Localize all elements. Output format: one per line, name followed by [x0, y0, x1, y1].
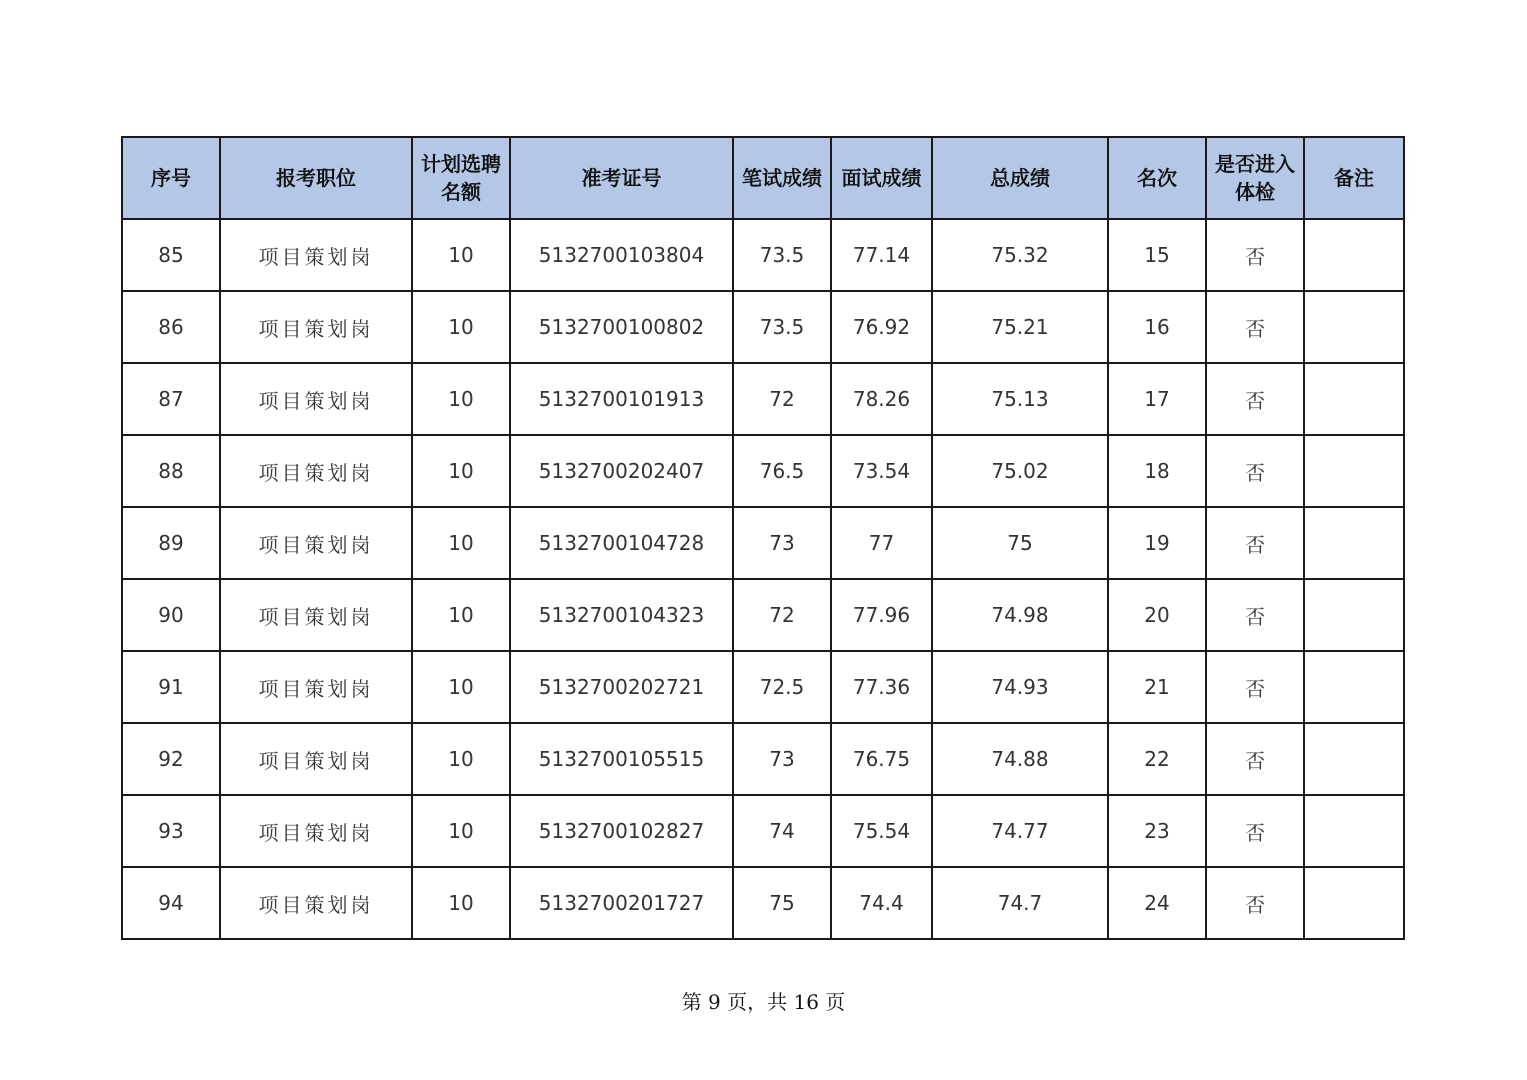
cell-col-physical: 否: [1206, 867, 1304, 939]
cell-col-written: 76.5: [733, 435, 831, 507]
table-row: [122, 867, 1404, 939]
header-label: 计划选聘: [421, 152, 501, 176]
header-label: 备注: [1334, 166, 1374, 190]
cell-col-rank: 24: [1108, 867, 1206, 939]
cell-col-physical: 否: [1206, 435, 1304, 507]
cell-col-physical: 否: [1206, 723, 1304, 795]
cell-col-ticket: 5132700105515: [510, 723, 733, 795]
cell-col-ticket: 5132700202407: [510, 435, 733, 507]
header-col-rank: [1108, 137, 1206, 219]
cell-col-total: 75.21: [932, 291, 1108, 363]
header-col-post: [220, 137, 412, 219]
cell-col-physical: 否: [1206, 363, 1304, 435]
cell-col-seq: 85: [122, 219, 220, 291]
cell-col-physical: 否: [1206, 795, 1304, 867]
header-label: 名额: [441, 180, 481, 204]
cell-col-quota: 10: [412, 579, 510, 651]
header-col-total: [932, 137, 1108, 219]
header-row: [122, 137, 1404, 219]
cell-col-quota: 10: [412, 363, 510, 435]
cell-col-post: 项目策划岗: [220, 507, 412, 579]
cell-col-total: 74.77: [932, 795, 1108, 867]
cell-col-interview: 76.92: [831, 291, 932, 363]
cell-col-seq: 86: [122, 291, 220, 363]
table-row: [122, 579, 1404, 651]
cell-col-ticket: 5132700104323: [510, 579, 733, 651]
cell-col-rank: 16: [1108, 291, 1206, 363]
header-label: 笔试成绩: [742, 166, 822, 190]
table-row: [122, 723, 1404, 795]
cell-col-rank: 22: [1108, 723, 1206, 795]
cell-col-quota: 10: [412, 651, 510, 723]
table-body: [122, 219, 1404, 939]
header-col-interview: [831, 137, 932, 219]
header-col-remark: [1304, 137, 1404, 219]
cell-col-written: 73: [733, 507, 831, 579]
cell-col-post: 项目策划岗: [220, 435, 412, 507]
cell-col-total: 75.02: [932, 435, 1108, 507]
header-label: 是否进入: [1215, 152, 1295, 176]
table-row: [122, 795, 1404, 867]
cell-col-interview: 77: [831, 507, 932, 579]
cell-col-written: 72: [733, 363, 831, 435]
cell-col-interview: 74.4: [831, 867, 932, 939]
cell-col-quota: 10: [412, 795, 510, 867]
cell-col-written: 75: [733, 867, 831, 939]
cell-col-post: 项目策划岗: [220, 651, 412, 723]
cell-col-post: 项目策划岗: [220, 867, 412, 939]
cell-col-remark: [1304, 579, 1404, 651]
table-row: [122, 291, 1404, 363]
page-footer: 第 9 页，共 16 页: [681, 990, 846, 1014]
cell-col-physical: 否: [1206, 651, 1304, 723]
cell-col-seq: 93: [122, 795, 220, 867]
cell-col-total: 75.32: [932, 219, 1108, 291]
cell-col-interview: 77.14: [831, 219, 932, 291]
header-label: 报考职位: [276, 166, 356, 190]
cell-col-ticket: 5132700102827: [510, 795, 733, 867]
cell-col-remark: [1304, 291, 1404, 363]
table-row: [122, 435, 1404, 507]
cell-col-rank: 18: [1108, 435, 1206, 507]
cell-col-remark: [1304, 795, 1404, 867]
table-row: [122, 651, 1404, 723]
cell-col-total: 75.13: [932, 363, 1108, 435]
cell-col-seq: 87: [122, 363, 220, 435]
cell-col-written: 73.5: [733, 219, 831, 291]
header-label: 面试成绩: [841, 166, 922, 190]
cell-col-interview: 78.26: [831, 363, 932, 435]
cell-col-quota: 10: [412, 219, 510, 291]
cell-col-ticket: 5132700104728: [510, 507, 733, 579]
header-label: 总成绩: [990, 166, 1050, 190]
cell-col-post: 项目策划岗: [220, 291, 412, 363]
header-label: 准考证号: [581, 166, 662, 190]
cell-col-remark: [1304, 723, 1404, 795]
cell-col-ticket: 5132700103804: [510, 219, 733, 291]
cell-col-seq: 92: [122, 723, 220, 795]
cell-col-total: 74.7: [932, 867, 1108, 939]
header-col-ticket: [510, 137, 733, 219]
cell-col-rank: 23: [1108, 795, 1206, 867]
header-label: 名次: [1137, 166, 1177, 190]
header-col-written: [733, 137, 831, 219]
cell-col-seq: 91: [122, 651, 220, 723]
cell-col-post: 项目策划岗: [220, 219, 412, 291]
cell-col-remark: [1304, 507, 1404, 579]
cell-col-rank: 15: [1108, 219, 1206, 291]
cell-col-written: 72: [733, 579, 831, 651]
cell-col-remark: [1304, 651, 1404, 723]
table-header: [122, 137, 1404, 219]
cell-col-seq: 89: [122, 507, 220, 579]
cell-col-written: 72.5: [733, 651, 831, 723]
cell-col-remark: [1304, 363, 1404, 435]
cell-col-remark: [1304, 435, 1404, 507]
score-table: [121, 136, 1405, 940]
cell-col-ticket: 5132700101913: [510, 363, 733, 435]
header-label: 体检: [1235, 180, 1275, 204]
cell-col-rank: 20: [1108, 579, 1206, 651]
cell-col-interview: 77.96: [831, 579, 932, 651]
cell-col-physical: 否: [1206, 579, 1304, 651]
cell-col-post: 项目策划岗: [220, 795, 412, 867]
cell-col-post: 项目策划岗: [220, 579, 412, 651]
cell-col-ticket: 5132700202721: [510, 651, 733, 723]
cell-col-interview: 75.54: [831, 795, 932, 867]
cell-col-ticket: 5132700201727: [510, 867, 733, 939]
cell-col-total: 74.88: [932, 723, 1108, 795]
cell-col-quota: 10: [412, 435, 510, 507]
cell-col-post: 项目策划岗: [220, 723, 412, 795]
cell-col-remark: [1304, 867, 1404, 939]
cell-col-quota: 10: [412, 867, 510, 939]
cell-col-written: 73.5: [733, 291, 831, 363]
cell-col-interview: 76.75: [831, 723, 932, 795]
cell-col-physical: 否: [1206, 219, 1304, 291]
table-row: [122, 507, 1404, 579]
cell-col-seq: 88: [122, 435, 220, 507]
table-row: [122, 363, 1404, 435]
cell-col-interview: 73.54: [831, 435, 932, 507]
cell-col-interview: 77.36: [831, 651, 932, 723]
cell-col-total: 74.98: [932, 579, 1108, 651]
table-row: [122, 219, 1404, 291]
cell-col-post: 项目策划岗: [220, 363, 412, 435]
cell-col-rank: 17: [1108, 363, 1206, 435]
cell-col-remark: [1304, 219, 1404, 291]
header-col-seq: [122, 137, 220, 219]
cell-col-rank: 19: [1108, 507, 1206, 579]
header-col-quota: [412, 137, 510, 219]
cell-col-quota: 10: [412, 291, 510, 363]
cell-col-quota: 10: [412, 507, 510, 579]
cell-col-total: 75: [932, 507, 1108, 579]
header-col-physical: [1206, 137, 1304, 219]
cell-col-physical: 否: [1206, 291, 1304, 363]
cell-col-written: 74: [733, 795, 831, 867]
cell-col-ticket: 5132700100802: [510, 291, 733, 363]
header-label: 序号: [151, 166, 191, 190]
cell-col-seq: 90: [122, 579, 220, 651]
cell-col-seq: 94: [122, 867, 220, 939]
cell-col-quota: 10: [412, 723, 510, 795]
cell-col-rank: 21: [1108, 651, 1206, 723]
cell-col-physical: 否: [1206, 507, 1304, 579]
cell-col-written: 73: [733, 723, 831, 795]
cell-col-total: 74.93: [932, 651, 1108, 723]
